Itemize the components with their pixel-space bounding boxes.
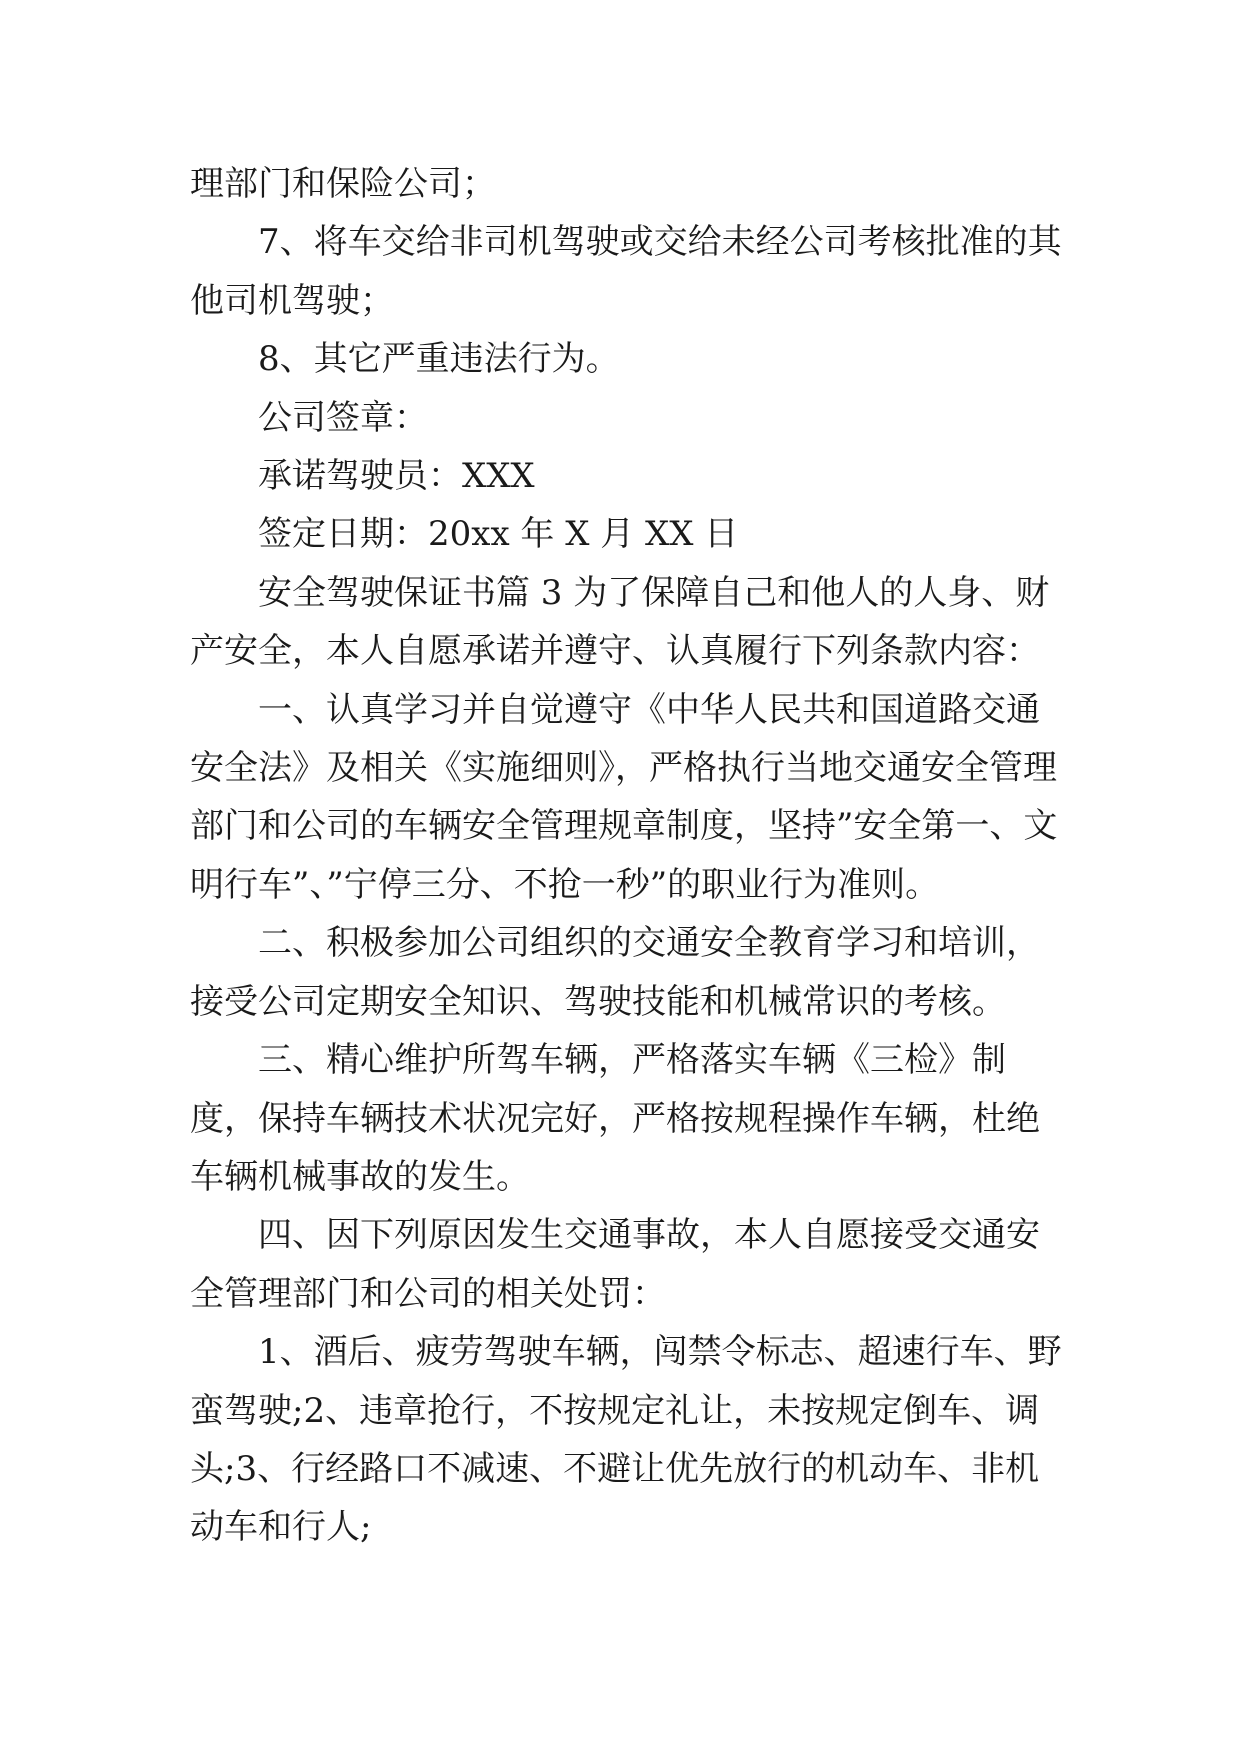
company-seal-line: 公司签章： [258,397,428,438]
clause-one: 一、认真学习并自觉遵守《中华人民共和国道路交通安全法》及相关《实施细则》，严格执行当地交通安全管理部门和公司的车辆安全管理规章制度，坚持”安全第一、文明行车”、”宁停三分、不抢一秒”的职业行为准则。 [190,689,1058,905]
paragraph-item-8: 8、其它严重违法行为。 [258,339,620,380]
paragraph-continuation: 理部门和保险公司； [190,164,496,204]
section-3-intro: 安全驾驶保证书篇 3 为了保障自己和他人的人身、财产安全，本人自愿承诺并遵守、认真履行下列条款内容： [190,572,1050,672]
document-body [190,155,1065,1557]
clause-four: 四、因下列原因发生交通事故，本人自愿接受交通安全管理部门和公司的相关处罚： [190,1215,1040,1314]
clause-two: 二、积极参加公司组织的交通安全教育学习和培训，接受公司定期安全知识、驾驶技能和机械常识的考核。 [190,923,1040,1022]
signing-date-line: 签定日期：20xx 年 X 月 XX 日 [258,514,739,555]
paragraph-item-7: 7、将车交给非司机驾驶或交给未经公司考核批准的其他司机驾驶； [190,222,1062,321]
clause-three: 三、精心维护所驾车辆，严格落实车辆《三检》制度，保持车辆技术状况完好，严格按规程操作车辆，杜绝车辆机械事故的发生。 [190,1040,1040,1197]
clause-four-items: 1、酒后、疲劳驾驶车辆，闯禁令标志、超速行车、野蛮驾驶;2、违章抢行，不按规定礼让，未按规定倒车、调头;3、行经路口不减速、不避让优先放行的机动车、非机动车和行人; [190,1332,1062,1548]
driver-line: 承诺驾驶员：XXX [258,456,535,497]
